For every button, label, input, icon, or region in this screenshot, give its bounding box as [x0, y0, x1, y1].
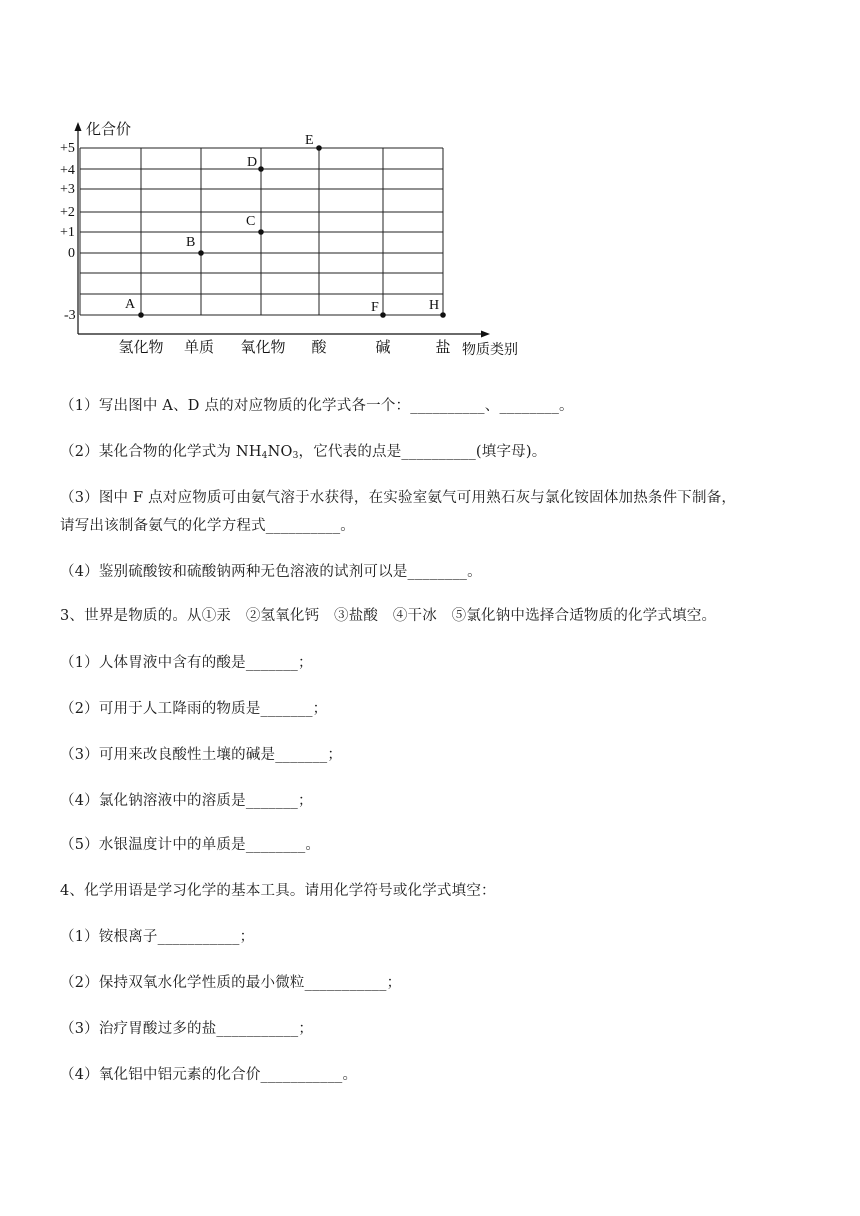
- q3-stem: 3、世界是物质的。从①汞 ②氢氧化钙 ③盐酸 ④干冰 ⑤氯化钠中选择合适物质的化学式填空。: [60, 608, 717, 624]
- chart-marks: [125, 133, 446, 318]
- point-a: [138, 312, 144, 318]
- q2-item-2: [60, 442, 546, 466]
- no3-subscript: 3: [292, 451, 299, 461]
- point-e: [316, 145, 322, 151]
- point-b: [198, 250, 204, 256]
- x-tick-label: 碱: [375, 338, 391, 356]
- q3-item-1: （1）人体胃液中含有的酸是_______；: [60, 655, 313, 671]
- x-tick-label: 酸: [311, 338, 327, 356]
- x-axis-arrow: [481, 331, 490, 338]
- q2-item-1: （1）写出图中 A、D 点的对应物质的化学式各一个：__________、________。: [60, 398, 574, 414]
- q3-item-2: （2）可用于人工降雨的物质是_______；: [60, 701, 328, 717]
- q2-item-2-post: ，它代表的点是__________(填字母)。: [298, 444, 547, 460]
- q2-item-2-pre: （2）某化合物的化学式为 NH: [60, 444, 262, 460]
- point-label-e: E: [305, 133, 314, 148]
- y-axis-arrow: [75, 122, 82, 131]
- point-label-a: A: [125, 297, 136, 312]
- point-f: [380, 312, 386, 318]
- x-axis-label: 物质类别: [462, 342, 518, 358]
- q3-item-3: （3）可用来改良酸性土壤的碱是_______；: [60, 747, 343, 763]
- point-label-c: C: [246, 214, 256, 229]
- q4-item-1: （1）铵根离子___________；: [60, 929, 255, 945]
- point-label-d: D: [247, 155, 258, 170]
- valence-category-chart: [0, 0, 560, 370]
- q4-item-2: （2）保持双氧水化学性质的最小微粒___________；: [60, 975, 402, 991]
- chart-axes: [60, 120, 518, 358]
- point-h: [440, 312, 446, 318]
- x-tick-label: 单质: [183, 338, 215, 356]
- q2-item-3b: 请写出该制备氨气的化学方程式__________。: [60, 518, 355, 534]
- q4-stem: 4、化学用语是学习化学的基本工具。请用化学符号或化学式填空：: [60, 883, 496, 899]
- y-tick-label: 0: [68, 246, 75, 261]
- x-tick-label: 氢化物: [118, 338, 164, 356]
- point-c: [258, 229, 264, 235]
- y-tick-label: +2: [60, 205, 75, 220]
- nh4-subscript: 4: [261, 451, 268, 461]
- q2-item-4: （4）鉴别硫酸铵和硫酸钠两种无色溶液的试剂可以是________。: [60, 564, 482, 580]
- x-tick-label: 氧化物: [240, 338, 286, 356]
- y-tick-label: +4: [60, 163, 75, 178]
- q3-item-5: （5）水银温度计中的单质是________。: [60, 837, 321, 853]
- q4-item-4: （4）氧化铝中铝元素的化合价___________。: [60, 1067, 358, 1083]
- point-d: [258, 166, 264, 172]
- y-tick-label: -3: [64, 308, 76, 323]
- q4-item-3: （3）治疗胃酸过多的盐___________；: [60, 1021, 314, 1037]
- q2-item-2-mid: NO: [267, 444, 293, 460]
- y-tick-label: +3: [60, 182, 75, 197]
- x-tick-label: 盐: [435, 338, 451, 356]
- y-tick-label: +5: [60, 141, 75, 156]
- y-axis-label: 化合价: [86, 120, 132, 138]
- point-label-b: B: [186, 235, 196, 250]
- q3-item-4: （4）氯化钠溶液中的溶质是_______；: [60, 793, 313, 809]
- point-label-f: F: [371, 300, 379, 315]
- point-label-h: H: [429, 298, 440, 313]
- y-tick-label: +1: [60, 225, 75, 240]
- q2-item-3a: （3）图中 F 点对应物质可由氨气溶于水获得，在实验室氨气可用熟石灰与氯化铵固体加热条件下制备，: [60, 490, 737, 506]
